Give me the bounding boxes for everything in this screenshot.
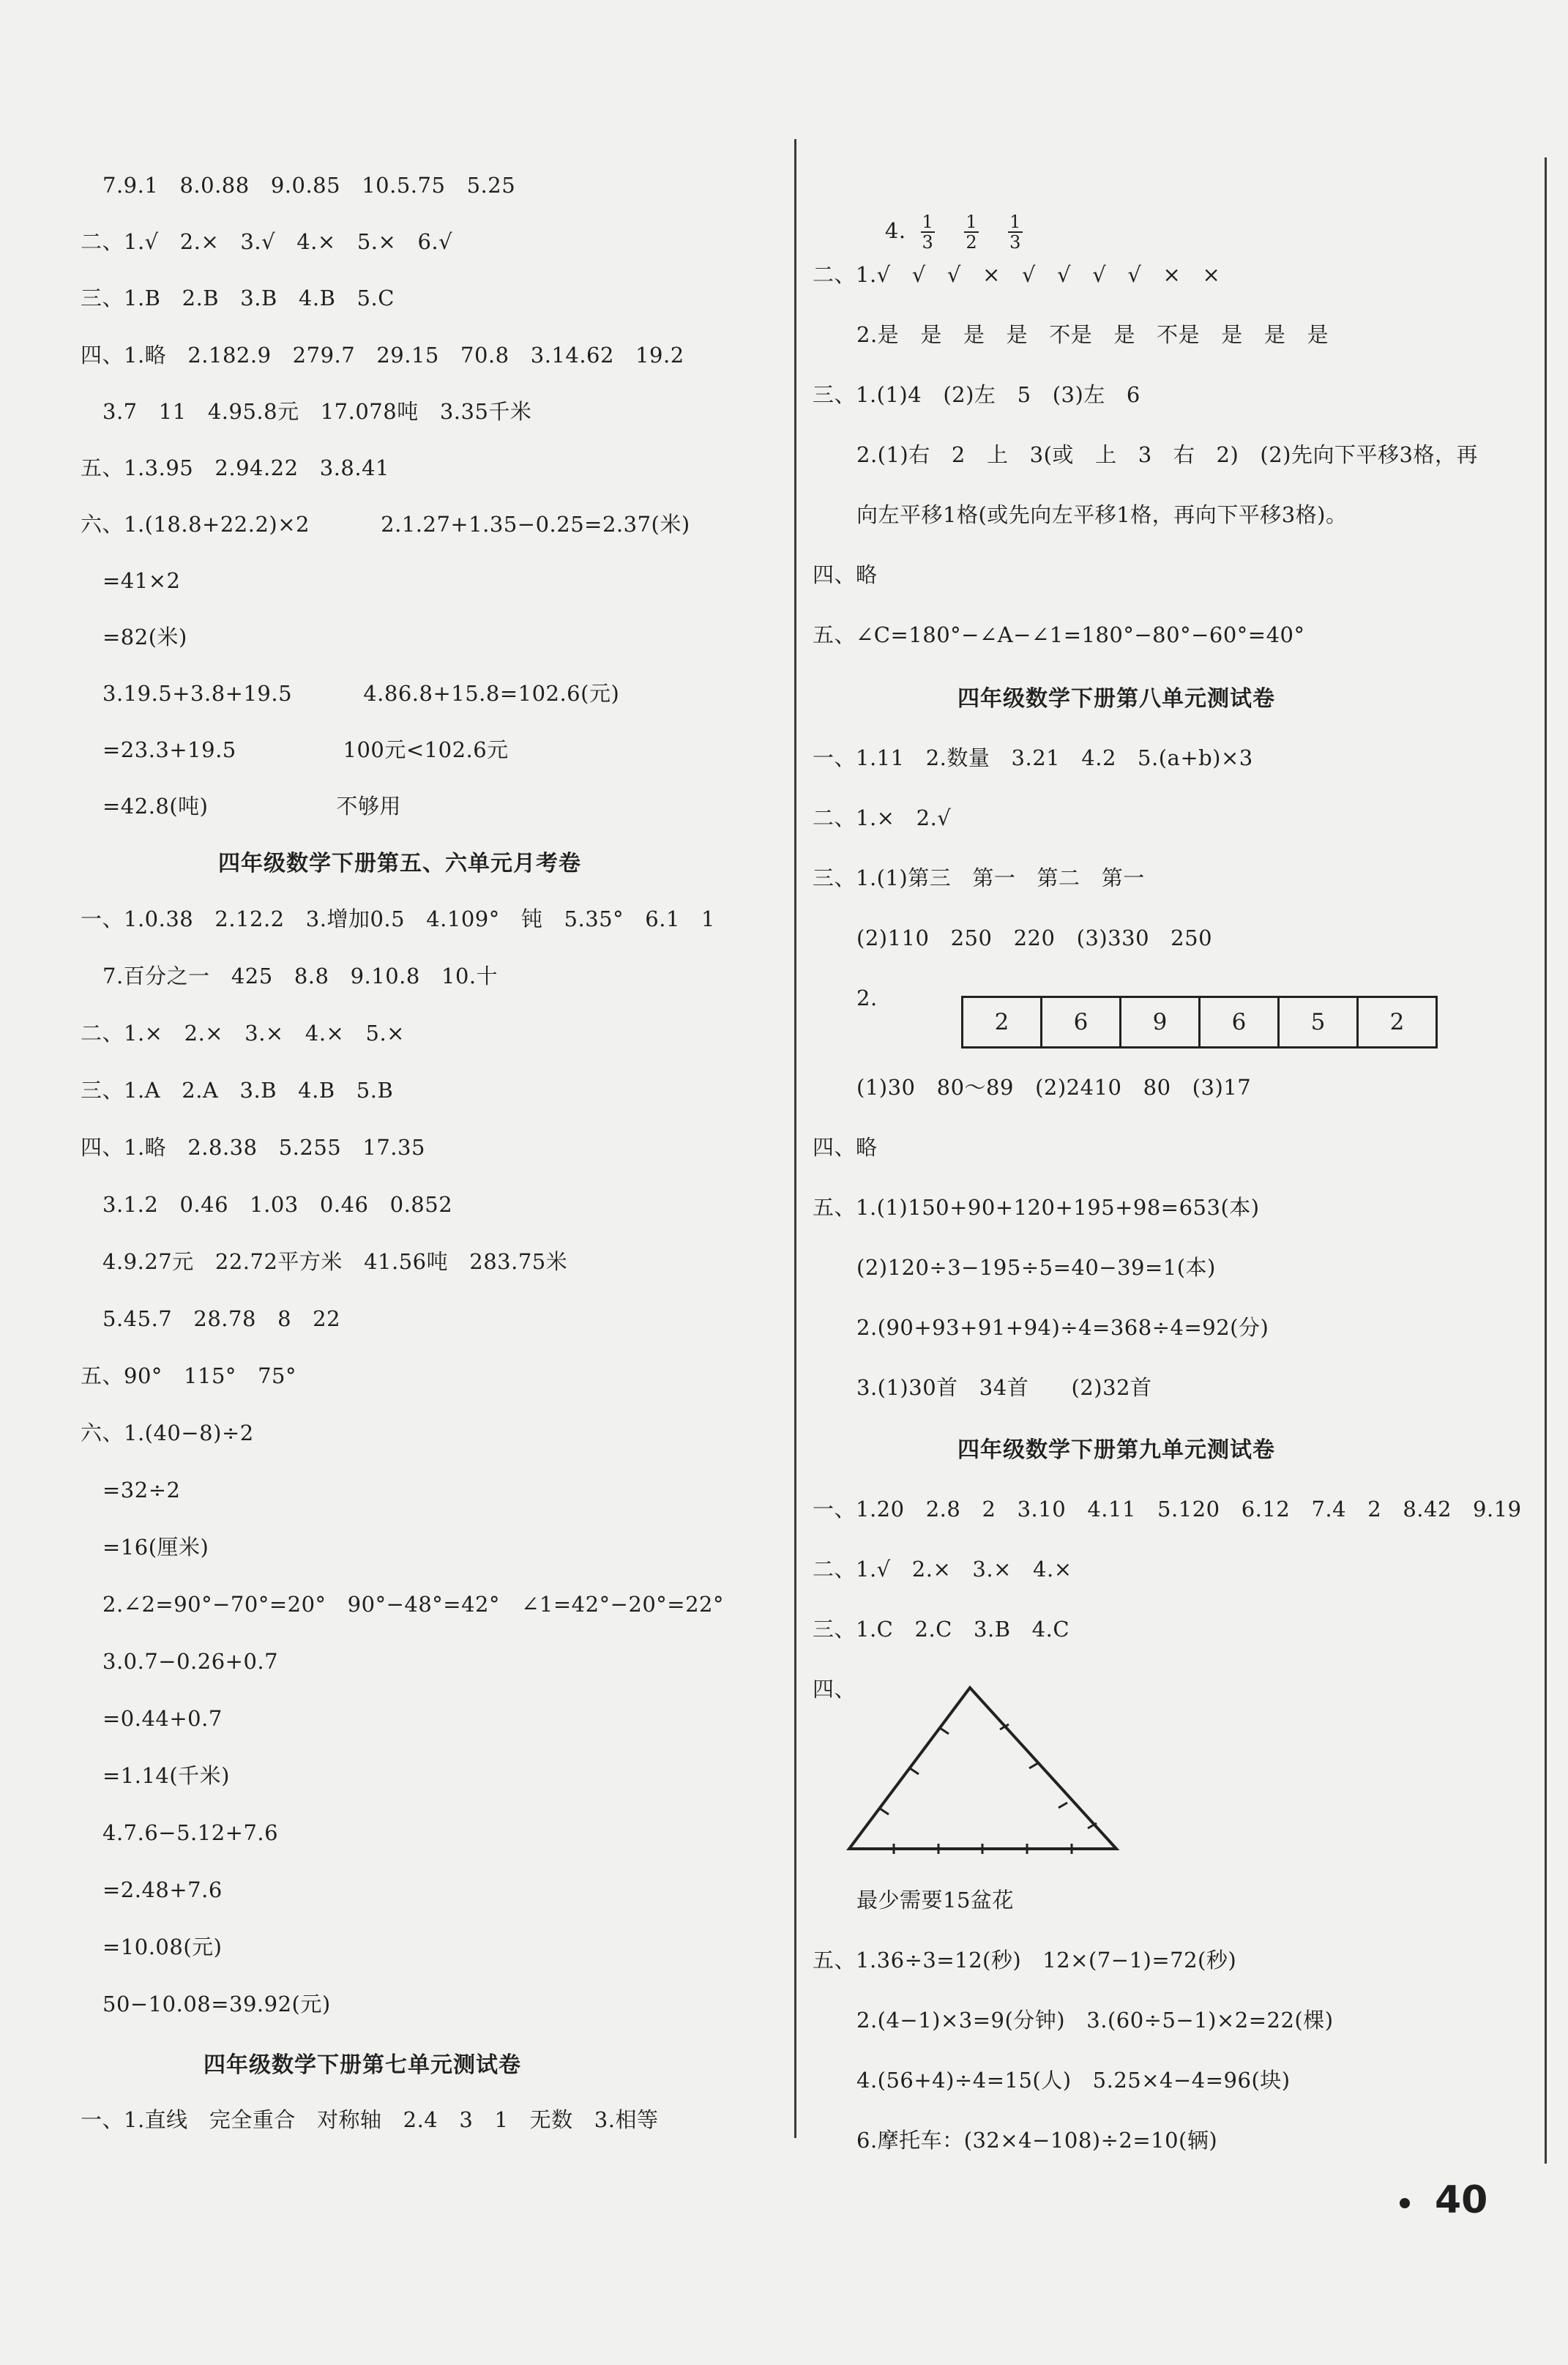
fraction <box>1008 212 1023 252</box>
answer-line: 2. <box>856 986 878 1010</box>
answer-line: =32÷2 <box>102 1478 181 1502</box>
answer-line: 二、1.√ 2.× 3.√ 4.× 5.× 6.√ <box>81 229 453 254</box>
answer-line: 四、略 <box>813 1135 878 1160</box>
answer-line: 向左平移1格(或先向左平移1格，再向下平移3格)。 <box>856 502 1348 527</box>
answer-line: (1)30 80～89 (2)2410 80 (3)17 <box>856 1075 1252 1100</box>
answer-line: 二、1.√ 2.× 3.× 4.× <box>813 1557 1072 1582</box>
fraction <box>921 212 936 252</box>
answer-line: =0.44+0.7 <box>102 1706 223 1731</box>
answer-line: 2.是 是 是 是 不是 是 不是 是 是 是 <box>856 322 1329 347</box>
answer-line: 五、1.3.95 2.94.22 3.8.41 <box>81 455 389 480</box>
answer-line: 六、1.(18.8+22.2)×2 2.1.27+1.35−0.25=2.37(米) <box>81 512 690 537</box>
fraction <box>964 212 979 252</box>
answer-line: 7.百分之一 425 8.8 9.10.8 10.十 <box>102 964 499 988</box>
section-heading: 四年级数学下册第九单元测试卷 <box>957 1437 1275 1463</box>
answer-line: 2.(1)右 2 上 3(或 上 3 右 2) (2)先向下平移3格，再 <box>856 442 1478 467</box>
answer-line: 五、∠C=180°−∠A−∠1=180°−80°−60°=40° <box>813 622 1305 647</box>
fraction-numerator: 1 <box>922 212 934 232</box>
answer-line: 3.0.7−0.26+0.7 <box>102 1649 279 1674</box>
column-divider <box>794 139 796 2138</box>
answer-line: 五、90° 115° 75° <box>81 1363 296 1388</box>
answer-line: 五、1.36÷3=12(秒) 12×(7−1)=72(秒) <box>813 1948 1237 1973</box>
answer-line: 最少需要15盆花 <box>856 1888 1014 1913</box>
answer-line: 二、1.× 2.√ <box>813 805 952 830</box>
digit-cell: 6 <box>1201 998 1280 1046</box>
answer-line: 2.(4−1)×3=9(分钟) 3.(60÷5−1)×2=22(棵) <box>856 2008 1334 2033</box>
digit-cell: 6 <box>1042 998 1121 1046</box>
section-heading: 四年级数学下册第七单元测试卷 <box>204 2052 521 2078</box>
answer-line: 一、1.11 2.数量 3.21 4.2 5.(a+b)×3 <box>813 745 1253 770</box>
answer-line: 五、1.(1)150+90+120+195+98=653(本) <box>813 1195 1260 1220</box>
page-number-bullet <box>1400 2198 1410 2208</box>
answer-line: 三、1.(1)第三 第一 第二 第一 <box>813 865 1145 890</box>
answer-line: =2.48+7.6 <box>102 1877 223 1902</box>
answer-line: 7.9.1 8.0.88 9.0.85 10.5.75 5.25 <box>102 173 516 198</box>
fraction-numerator: 1 <box>1009 212 1021 232</box>
answer-line: 2.(90+93+91+94)÷4=368÷4=92(分) <box>856 1315 1269 1340</box>
answer-line: =16(厘米) <box>102 1535 209 1560</box>
answer-line: 一、1.0.38 2.12.2 3.增加0.5 4.109° 钝 5.35° 6.1 1 <box>81 906 716 931</box>
page-number: 40 <box>1435 2178 1488 2222</box>
answer-line: (2)110 250 220 (3)330 250 <box>856 925 1213 950</box>
digit-cell: 5 <box>1280 998 1359 1046</box>
digit-cell: 2 <box>1389 1009 1405 1035</box>
fraction-answer-line <box>856 165 1037 253</box>
answer-line: 三、1.B 2.B 3.B 4.B 5.C <box>81 286 395 310</box>
fraction-denominator: 2 <box>966 232 978 253</box>
answer-line: =41×2 <box>102 568 181 593</box>
answer-line: 六、1.(40−8)÷2 <box>81 1420 254 1445</box>
answer-line: 2.∠2=90°−70°=20° 90°−48°=42° ∠1=42°−20°=22° <box>102 1592 724 1617</box>
answer-line: =1.14(千米) <box>102 1763 230 1788</box>
answer-line: 三、1.(1)4 (2)左 5 (3)左 6 <box>813 382 1140 407</box>
answer-line: 6.摩托车：(32×4−108)÷2=10(辆) <box>856 2128 1218 2153</box>
answer-line: 50−10.08=39.92(元) <box>102 1992 331 2016</box>
fraction-denominator: 3 <box>1009 232 1021 253</box>
answer-line: 三、1.C 2.C 3.B 4.C <box>813 1617 1070 1642</box>
answer-line: 3.(1)30首 34首 (2)32首 <box>856 1375 1152 1400</box>
answer-line: =82(米) <box>102 625 187 649</box>
section-heading: 四年级数学下册第五、六单元月考卷 <box>218 851 581 876</box>
answer-line: 5.45.7 28.78 8 22 <box>102 1306 341 1331</box>
answer-line: 四、略 <box>813 562 878 587</box>
answer-line: =42.8(吨) 不够用 <box>102 794 401 819</box>
digit-table <box>961 996 1438 1049</box>
answer-line: 一、1.20 2.8 2 3.10 4.11 5.120 6.12 7.4 2 8.42 9.19 <box>813 1497 1522 1522</box>
answer-line: 3.19.5+3.8+19.5 4.86.8+15.8=102.6(元) <box>102 681 620 706</box>
answer-line: =23.3+19.5 100元<102.6元 <box>102 737 509 762</box>
answer-line: (2)120÷3−195÷5=40−39=1(本) <box>856 1255 1216 1280</box>
answer-line: 4.(56+4)÷4=15(人) 5.25×4−4=96(块) <box>856 2068 1291 2093</box>
answer-line: 二、1.√ √ √ × √ √ √ √ × × <box>813 262 1221 287</box>
answer-line: 三、1.A 2.A 3.B 4.B 5.B <box>81 1078 394 1103</box>
answer-line: 4.7.6−5.12+7.6 <box>102 1820 279 1845</box>
fraction-denominator: 3 <box>922 232 934 253</box>
triangle-flower-diagram <box>845 1684 1124 1860</box>
answer-line: 4.9.27元 22.72平方米 41.56吨 283.75米 <box>102 1249 568 1274</box>
digit-cell: 9 <box>1121 998 1201 1046</box>
fraction-numerator: 1 <box>966 212 978 232</box>
answer-line: 二、1.× 2.× 3.× 4.× 5.× <box>81 1021 405 1046</box>
answer-line: 3.1.2 0.46 1.03 0.46 0.852 <box>102 1192 453 1217</box>
triangle-outline <box>849 1688 1116 1849</box>
answer-line: 一、1.直线 完全重合 对称轴 2.4 3 1 无数 3.相等 <box>81 2107 659 2132</box>
digit-cell: 2 <box>963 998 1042 1046</box>
section-heading: 四年级数学下册第八单元测试卷 <box>957 686 1275 712</box>
right-edge-rule <box>1545 157 1547 2164</box>
fraction-row-label: 4. <box>884 218 906 243</box>
answer-line: 四、1.略 2.182.9 279.7 29.15 70.8 3.14.62 19.2 <box>81 343 684 368</box>
answer-line: =10.08(元) <box>102 1934 223 1959</box>
answer-line: 四、1.略 2.8.38 5.255 17.35 <box>81 1135 425 1160</box>
answer-line: 四、 <box>813 1677 856 1702</box>
answer-line: 3.7 11 4.95.8元 17.078吨 3.35千米 <box>102 399 532 424</box>
